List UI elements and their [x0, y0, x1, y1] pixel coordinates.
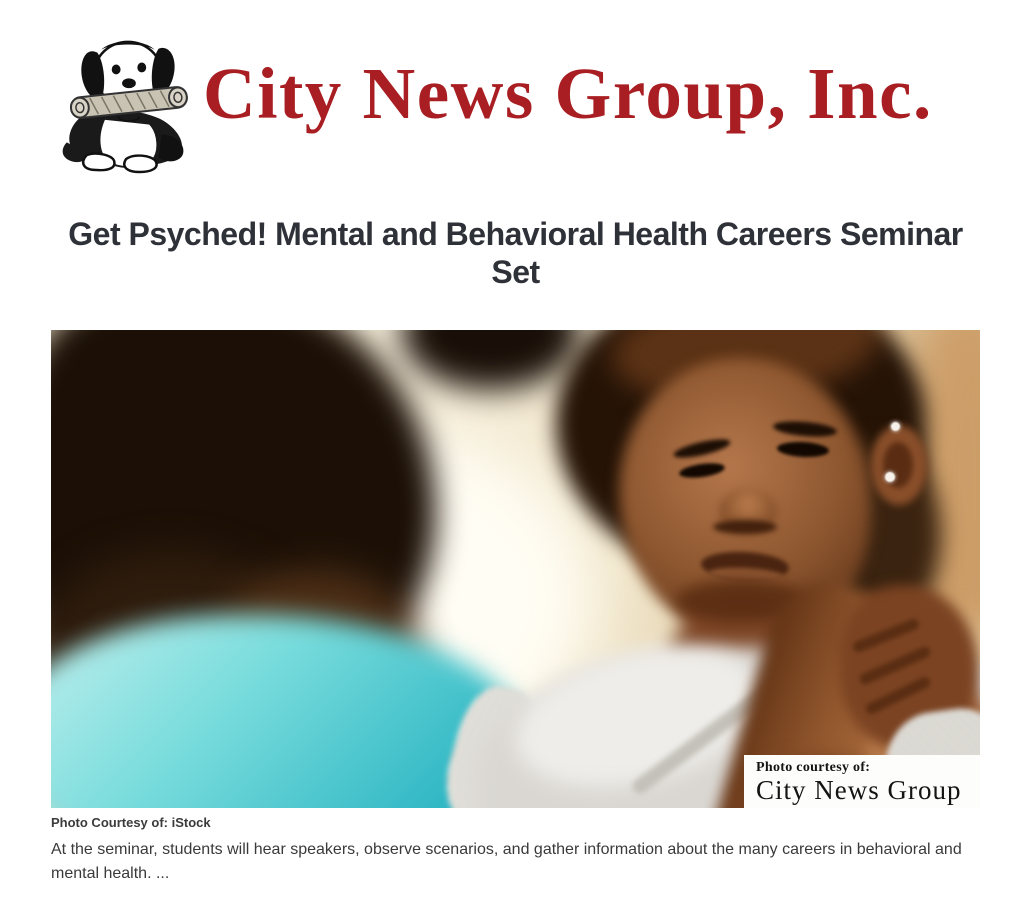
- woman-nose-shadow: [713, 520, 777, 534]
- site-logo-text: City News Group, Inc.: [203, 52, 933, 134]
- photo-credit: Photo Courtesy of: iStock: [51, 815, 211, 830]
- photo-watermark: [744, 755, 980, 808]
- site-logo[interactable]: [51, 25, 980, 175]
- earring-stud-bottom: [885, 472, 895, 482]
- dog-with-newspaper-icon: [57, 25, 195, 175]
- watermark-brand: City News Group: [756, 775, 962, 805]
- background-dark-figure-blob: [401, 330, 581, 390]
- watermark-label: Photo courtesy of:: [756, 760, 871, 775]
- article-title: Get Psyched! Mental and Behavioral Health Careers Seminar Set: [68, 216, 963, 290]
- earring-stud-top: [891, 422, 900, 431]
- article-excerpt: At the seminar, students will hear speakers, observe scenarios, and gather information about the many careers in behavioral and mental health. ...: [51, 841, 962, 882]
- article-photo: [51, 330, 980, 808]
- photo-illustration: [51, 330, 980, 808]
- site-masthead: [51, 25, 980, 175]
